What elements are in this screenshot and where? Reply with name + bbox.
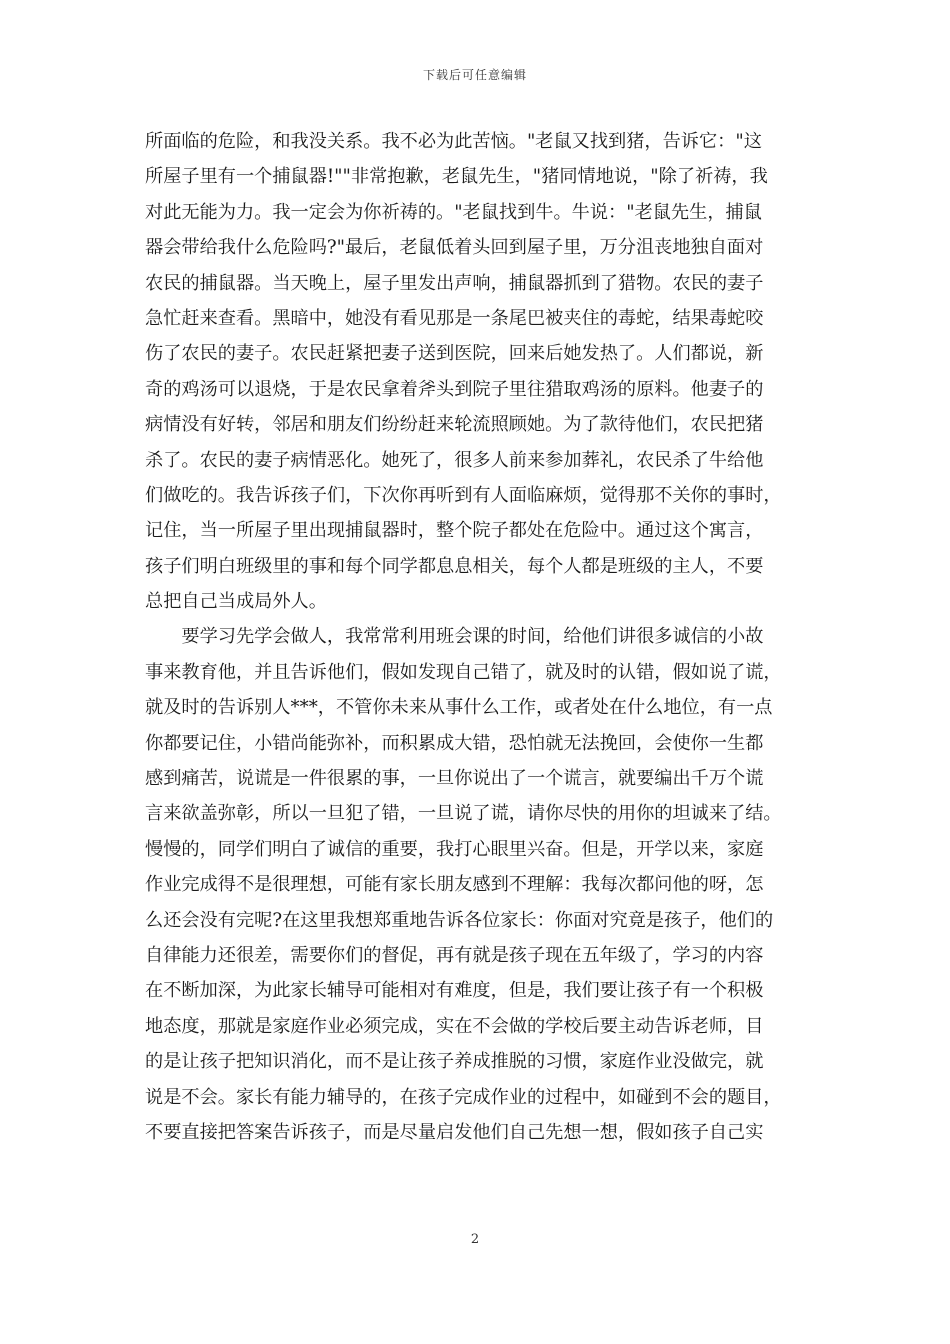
paragraph-1 [145,124,807,619]
text-line: 事来教育他，并且告诉他们，假如发现自己错了，就及时的认错，假如说了谎， [145,661,782,683]
text-line: 病情没有好转，邻居和朋友们纷纷赶来轮流照顾她。为了款待他们，农民把猪 [145,414,764,436]
paragraph-2 [145,619,807,1150]
text-line: 们做吃的。我告诉孩子们，下次你再听到有人面临麻烦，觉得那不关你的事时， [145,484,782,506]
page-number: 2 [470,1232,480,1247]
text-line: 农民的捕鼠器。当天晚上，屋子里发出声响，捕鼠器抓到了猎物。农民的妻子 [145,272,764,294]
text-line: 对此无能为力。我一定会为你祈祷的。"老鼠找到牛。牛说："老鼠先生，捕鼠 [145,201,762,223]
text-line: 不要直接把答案告诉孩子，而是尽量启发他们自己先想一想，假如孩子自己实 [145,1121,764,1143]
text-line: 就及时的告诉别人***，不管你未来从事什么工作，或者处在什么地位，有一点 [145,697,773,719]
text-line: 感到痛苦，说谎是一件很累的事，一旦你说出了一个谎言，就要编出千万个谎 [145,768,764,790]
text-line: 要学习先学会做人，我常常利用班会课的时间，给他们讲很多诚信的小故 [145,626,764,648]
text-line: 所屋子里有一个捕鼠器!""非常抱歉，老鼠先生，"猪同情地说，"除了祈祷，我 [145,166,768,188]
text-line: 记住，当一所屋子里出现捕鼠器时，整个院子都处在危险中。通过这个寓言， [145,520,764,542]
text-line: 作业完成得不是很理想，可能有家长朋友感到不理解：我每次都问他的呀，怎 [145,874,764,896]
text-line: 器会带给我什么危险吗?"最后，老鼠低着头回到屋子里，万分沮丧地独自面对 [145,237,764,259]
text-line: 言来欲盖弥彰，所以一旦犯了错，一旦说了谎，请你尽快的用你的坦诚来了结。 [145,803,782,825]
text-line: 总把自己当成局外人。 [145,591,327,613]
text-line: 杀了。农民的妻子病情恶化。她死了，很多人前来参加葬礼，农民杀了牛给他 [145,449,764,471]
text-line: 说是不会。家长有能力辅导的，在孩子完成作业的过程中，如碰到不会的题目， [145,1086,782,1108]
document-body [145,124,807,1150]
text-line: 地态度，那就是家庭作业必须完成，实在不会做的学校后要主动告诉老师，目 [145,1015,764,1037]
text-line: 的是让孩子把知识消化，而不是让孩子养成推脱的习惯，家庭作业没做完，就 [145,1051,764,1073]
text-line: 自律能力还很差，需要你们的督促，再有就是孩子现在五年级了，学习的内容 [145,944,764,966]
text-line: 慢慢的，同学们明白了诚信的重要，我打心眼里兴奋。但是，开学以来，家庭 [145,838,764,860]
text-line: 伤了农民的妻子。农民赶紧把妻子送到医院，回来后她发热了。人们都说，新 [145,343,764,365]
text-line: 在不断加深，为此家长辅导可能相对有难度，但是，我们要让孩子有一个积极 [145,980,764,1002]
page-header: 下载后可任意编辑 [422,68,527,82]
text-line: 孩子们明白班级里的事和每个同学都息息相关，每个人都是班级的主人，不要 [145,555,764,577]
text-line: 你都要记住，小错尚能弥补，而积累成大错，恐怕就无法挽回，会使你一生都 [145,732,764,754]
text-line: 所面临的危险，和我没关系。我不必为此苦恼。"老鼠又找到猪，告诉它："这 [145,131,762,152]
text-line: 奇的鸡汤可以退烧，于是农民拿着斧头到院子里往猎取鸡汤的原料。他妻子的 [145,378,764,400]
text-line: 么还会没有完呢?在这里我想郑重地告诉各位家长：你面对究竟是孩子，他们的 [145,909,774,931]
text-line: 急忙赶来查看。黑暗中，她没有看见那是一条尾巴被夹住的毒蛇，结果毒蛇咬 [145,307,764,329]
